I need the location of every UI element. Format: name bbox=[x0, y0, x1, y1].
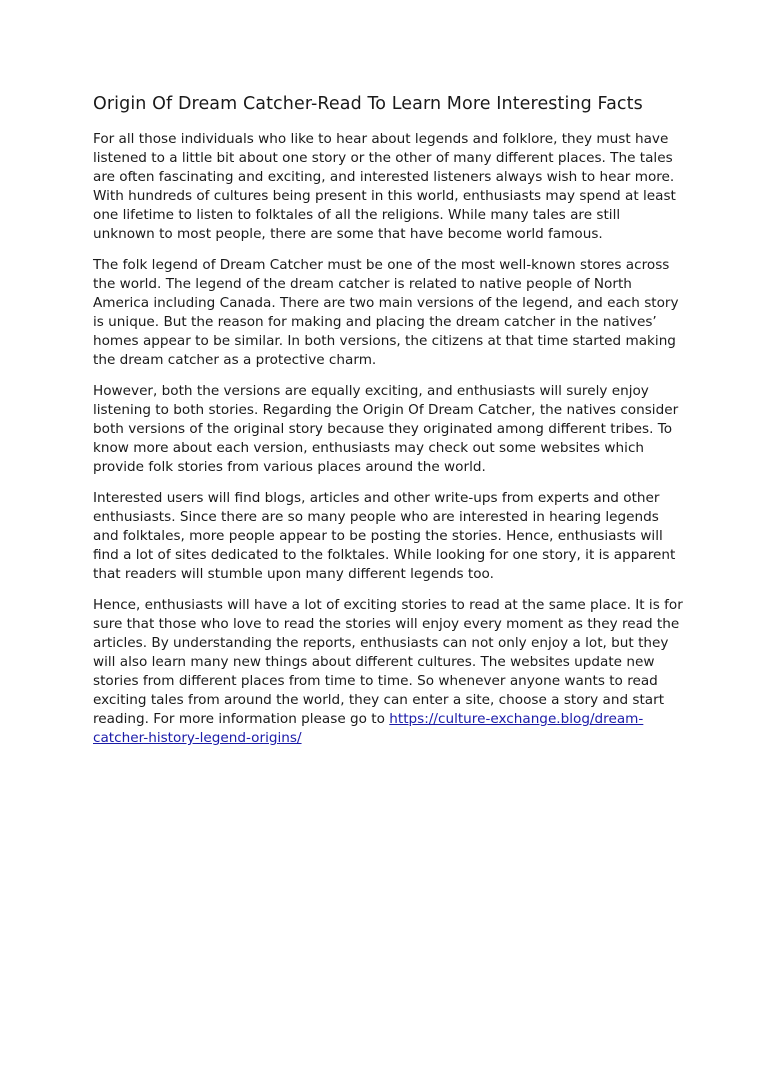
paragraph-2: The folk legend of Dream Catcher must be one of the most well-known stores across the world. The legend of the dream catcher is related to native people of North America including Canada. There are two main versions of the legend, and each story is unique. But the reason for making and placing the dream catcher in the natives’ homes appear to be similar. In both versions, the citizens at that time started making the dream catcher as a protective charm. bbox=[93, 257, 679, 368]
source-link[interactable]: https://culture-exchange.blog/dream-catcher-history-legend-origins/ bbox=[93, 711, 644, 746]
paragraph-4: Interested users will find blogs, articles and other write-ups from experts and other enthusiasts. Since there are so many people who are interested in hearing legends and folktales, more people appear to be posting the stories. Hence, enthusiasts will find a lot of sites dedicated to the folktales. While looking for one story, it is apparent that readers will stumble upon many different legends too. bbox=[93, 490, 676, 582]
document-body bbox=[93, 92, 683, 760]
paragraph-3: However, both the versions are equally exciting, and enthusiasts will surely enjoy listening to both stories. Regarding the Origin Of Dream Catcher, the natives consider both versions of the original story because they originated among different tribes. To know more about each version, enthusiasts may check out some websites which provide folk stories from various places around the world. bbox=[93, 383, 679, 475]
paragraph-5-text: Hence, enthusiasts will have a lot of exciting stories to read at the same place. It is for sure that those who love to read the stories will enjoy every moment as they read the articles. By understanding the reports, enthusiasts can not only enjoy a lot, but they will also learn many new things about different cultures. The websites update new stories from different places from time to time. So whenever anyone wants to read exciting tales from around the world, they can enter a site, choose a story and start reading. For more information please go to bbox=[93, 597, 683, 727]
document-title: Origin Of Dream Catcher-Read To Learn More Interesting Facts bbox=[93, 94, 643, 114]
paragraph-1: For all those individuals who like to hear about legends and folklore, they must have listened to a little bit about one story or the other of many different places. The tales are often fascinating and exciting, and interested listeners always wish to hear more. With hundreds of cultures being present in this world, enthusiasts may spend at least one lifetime to listen to folktales of all the religions. While many tales are still unknown to most people, there are some that have become world famous. bbox=[93, 131, 676, 242]
paragraph-5 bbox=[93, 596, 683, 748]
